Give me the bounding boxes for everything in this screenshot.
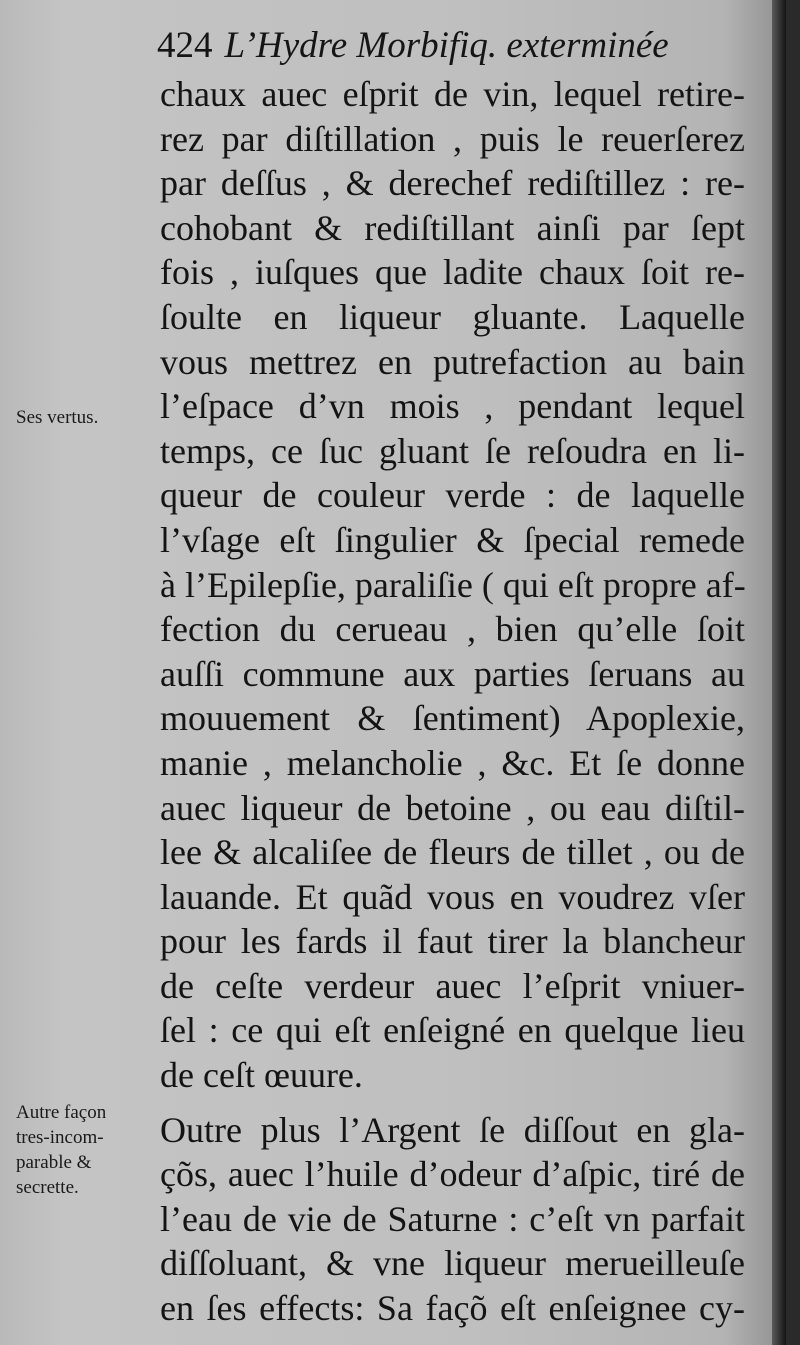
margin-note-autre-facon (16, 1100, 106, 1200)
text-line: ſel : ce qui eſt enſeigné en quelque lieu (160, 1010, 745, 1051)
text-line: lauande. Et quãd vous en voudrez vſer (160, 876, 745, 917)
margin-note-line: Autre façon (16, 1102, 107, 1123)
margin-note-line: parable & (16, 1152, 92, 1173)
margin-note-vertus (16, 405, 98, 430)
text-line: diſſoluant, & vne liqueur merueilleuſe (160, 1243, 745, 1284)
text-line: de ceſte verdeur auec l’eſprit vniuer- (160, 965, 745, 1006)
text-line: cohobant & rediſtillant ainſi par ſept (160, 207, 745, 248)
page-edge-shadow (772, 0, 786, 1345)
text-line: Outre plus l’Argent ſe diſſout en gla- (160, 1109, 745, 1150)
text-line: rez par diſtillation , puis le reuerſerez (160, 118, 745, 159)
text-line: mouuement & ſentiment) Apoplexie, (160, 698, 745, 739)
running-title: L’Hydre Morbifiq. exterminée (224, 25, 669, 66)
text-line: temps, ce ſuc gluant ſe reſoudra en li- (160, 430, 745, 471)
text-line: fection du cerueau , bien qu’elle ſoit (160, 609, 745, 650)
margin-note-line: Ses vertus. (16, 407, 99, 428)
text-line: l’eau de vie de Saturne : c’eſt vn parfait (160, 1198, 745, 1239)
text-line: manie , melancholie , &c. Et ſe donne (160, 742, 745, 783)
text-line: de ceſt œuure. (160, 1055, 363, 1096)
text-line: ſoulte en liqueur gluante. Laquelle (160, 296, 745, 337)
margin-note-line: secrette. (16, 1177, 79, 1198)
text-line: auſſi commune aux parties ſeruans au (160, 653, 745, 694)
text-line: lee & alcaliſee de fleurs de tillet , ou de (160, 832, 745, 873)
paragraph-gap (160, 1098, 745, 1108)
text-line: chaux auec eſprit de vin, lequel retire- (160, 74, 745, 114)
text-line: fois , iuſques que ladite chaux ſoit re- (160, 252, 745, 293)
text-line: çõs, auec l’huile d’odeur d’aſpic, tiré de (160, 1154, 745, 1195)
text-line: en ſes effects: Sa façõ eſt enſeignee cy- (160, 1288, 745, 1329)
text-line: l’eſpace d’vn mois , pendant lequel (160, 386, 745, 427)
page-number: 424 (157, 25, 213, 66)
text-line: auec liqueur de betoine , ou eau diſtil- (160, 787, 745, 828)
text-line: à l’Epilepſie, paraliſie ( qui eſt propre af- (160, 564, 746, 605)
bleed-through-text (30, 905, 34, 931)
text-line: l’vſage eſt ſingulier & ſpecial remede (160, 519, 745, 560)
running-header (157, 24, 747, 74)
margin-note-line: tres-incom- (16, 1127, 104, 1148)
text-line: par deſſus , & derechef rediſtillez : re- (160, 163, 745, 204)
text-line: vous mettrez en putrefaction au bain (160, 341, 745, 382)
body-text (160, 72, 745, 1331)
text-line: pour les fards il faut tirer la blancheur (160, 921, 745, 962)
text-line: queur de couleur verde : de laquelle (160, 475, 745, 516)
